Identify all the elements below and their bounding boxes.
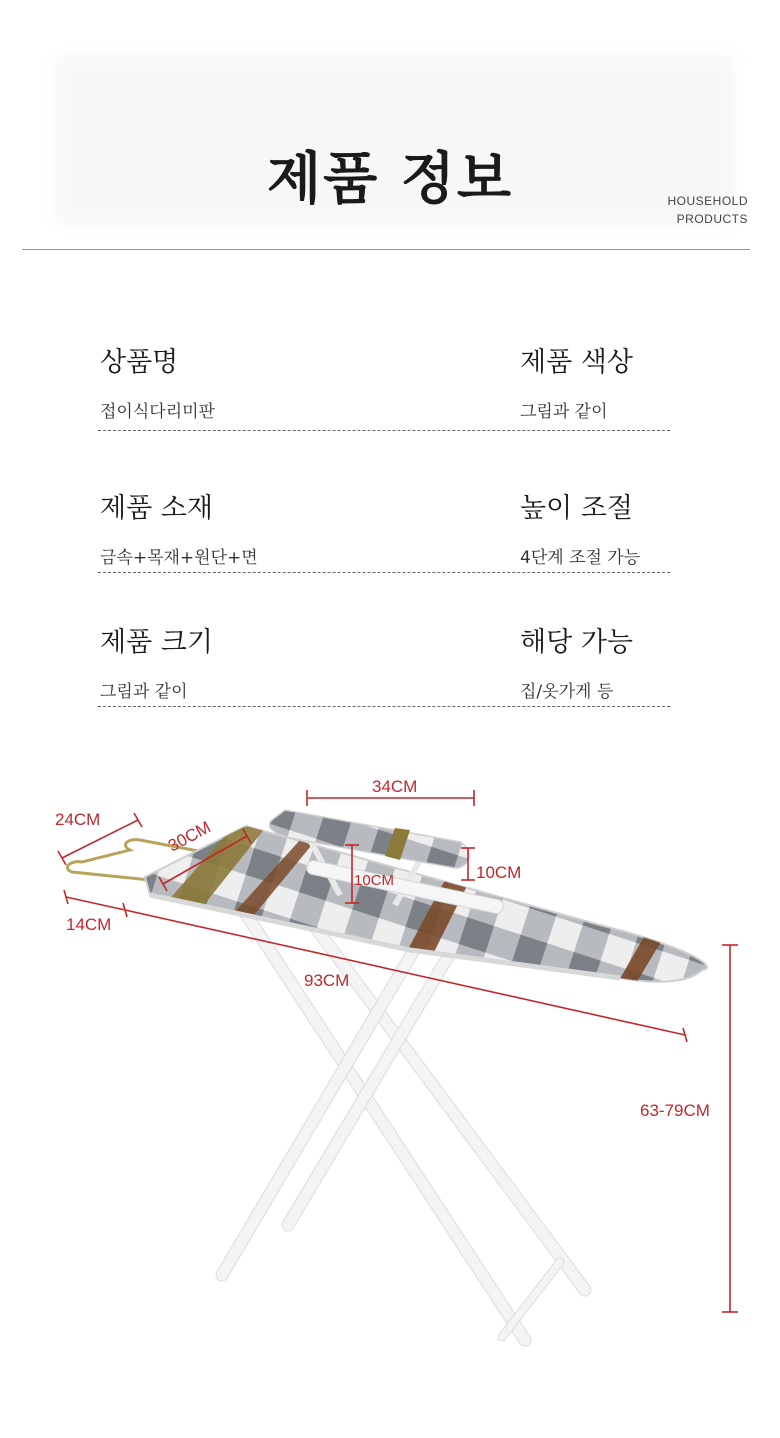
dim-label-riser-width: 10CM: [476, 863, 522, 882]
spec-label: 높이 조절: [520, 493, 633, 524]
subtitle-line-1: HOUSEHOLD: [667, 194, 748, 208]
spec-label: 해당 가능: [520, 627, 633, 658]
dim-label-tip: 14CM: [66, 915, 112, 934]
spec-label: 제품 크기: [100, 627, 213, 658]
dim-label-sleeve-width: 30CM: [164, 817, 214, 856]
spec-label: 제품 소재: [100, 493, 213, 524]
dim-label-riser-height: 10CM: [354, 872, 395, 889]
spec-value: 접이식다리미판: [100, 402, 215, 422]
subtitle-line-2: PRODUCTS: [676, 212, 748, 226]
spec-value: 집/옷가게 등: [520, 682, 614, 702]
spec-label: 제품 색상: [520, 347, 633, 378]
page-title: 제품 정보: [267, 147, 513, 212]
spec-value: 그림과 같이: [520, 402, 608, 422]
dim-label-height: 63-79CM: [640, 1101, 710, 1120]
board-legs: [222, 905, 585, 1340]
spec-value: 금속+목재+원단+면: [100, 548, 258, 568]
spec-value: 그림과 같이: [100, 682, 188, 702]
spec-label: 상품명: [100, 347, 179, 378]
dim-label-top-length: 34CM: [372, 777, 418, 796]
dim-label-length: 93CM: [304, 971, 350, 990]
dim-label-depth: 24CM: [55, 810, 101, 829]
spec-value: 4단계 조절 가능: [520, 548, 641, 568]
